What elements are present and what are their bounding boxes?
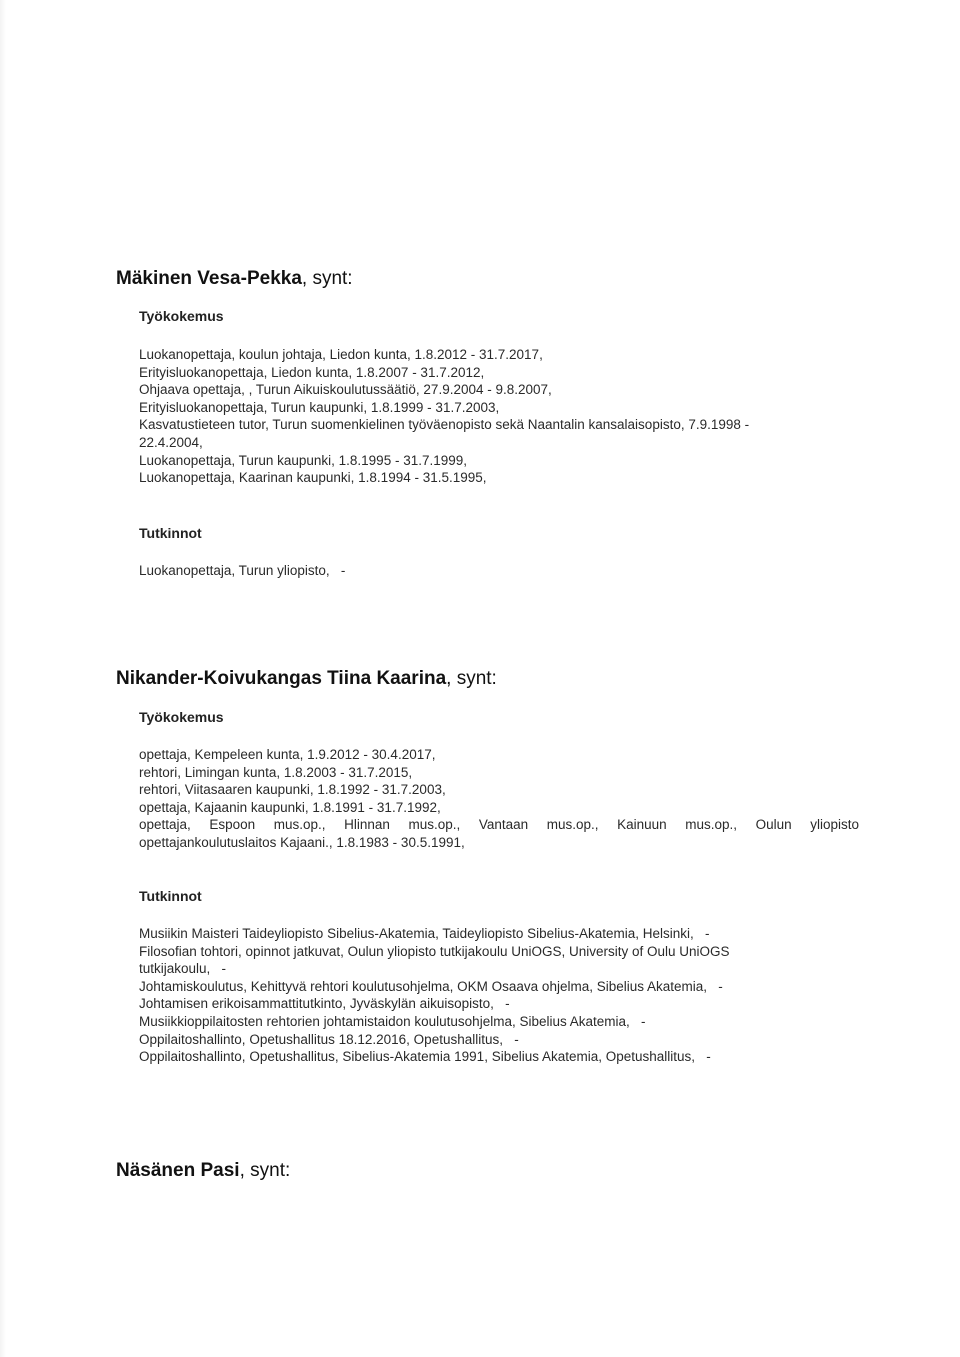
person-name-suffix: , synt: [239,1160,291,1181]
degree-entry: Johtamiskoulutus, Kehittyvä rehtori koulutusohjelma, OKM Osaava ohjelma, Sibelius Akatemia, - [139,978,723,994]
person-name-suffix: , synt: [301,268,353,289]
degrees-list [139,925,859,1066]
degree-entry: Oppilaitoshallinto, Opetushallitus 18.12.2016, Opetushallitus, - [139,1031,519,1047]
person-name: Nikander-Koivukangas Tiina Kaarina [116,668,447,689]
work-entry: Luokanopettaja, Turun kaupunki, 1.8.1995 - 31.7.1999, [139,452,468,468]
work-entry: rehtori, Viitasaaren kaupunki, 1.8.1992 - 31.7.2003, [139,782,446,798]
degrees-heading: Tutkinnot [139,888,202,904]
work-entry: Luokanopettaja, Kaarinan kaupunki, 1.8.1994 - 31.5.1995, [139,470,487,486]
degree-entry: Musiikkioppilaitosten rehtorien johtamistaidon koulutusohjelma, Sibelius Akatemia, - [139,1013,646,1029]
work-entry: 22.4.2004, [139,434,203,450]
work-entry: opettaja, Kempeleen kunta, 1.9.2012 - 30.4.2017, [139,747,436,762]
degree-entry: Musiikin Maisteri Taideyliopisto Sibelius-Akatemia, Taideyliopisto Sibelius-Akatemia, Helsinki, - [139,926,710,941]
work-experience-heading: Työkokemus [139,709,224,725]
work-entry: opettaja, Kajaanin kaupunki, 1.8.1991 - 31.7.1992, [139,799,441,815]
person-name-heading [116,268,353,290]
work-entry: opettaja, Espoon mus.op., Hlinnan mus.op., Vantaan mus.op., Kainuun mus.op., Oulun yliopisto [139,817,859,833]
work-experience-list [139,346,859,487]
degree-entry: Filosofian tohtori, opinnot jatkuvat, Oulun yliopisto tutkijakoulu UniOGS, University of Oulu UniOGS [139,943,730,959]
work-entry: Luokanopettaja, koulun johtaja, Liedon kunta, 1.8.2012 - 31.7.2017, [139,347,543,362]
degree-entry: Luokanopettaja, Turun yliopisto, - [139,563,346,578]
degree-entry: Oppilaitoshallinto, Opetushallitus, Sibelius-Akatemia 1991, Sibelius Akatemia, Opetushallitus, - [139,1049,711,1065]
degree-entry: tutkijakoulu, - [139,961,227,977]
work-entry: rehtori, Limingan kunta, 1.8.2003 - 31.7.2015, [139,764,413,780]
person-name: Näsänen Pasi [116,1160,240,1181]
work-entry: Erityisluokanopettaja, Liedon kunta, 1.8.2007 - 31.7.2012, [139,364,485,380]
degrees-heading: Tutkinnot [139,525,202,541]
person-name-heading [116,1160,290,1182]
work-entry: opettajankoulutuslaitos Kajaani., 1.8.1983 - 30.5.1991, [139,834,465,850]
person-name-suffix: , synt: [446,668,497,689]
person-name-heading [116,668,497,690]
person-name: Mäkinen Vesa-Pekka [116,268,302,289]
work-entry: Ohjaava opettaja, , Turun Aikuiskoulutussäätiö, 27.9.2004 - 9.8.2007, [139,382,552,398]
work-experience-heading: Työkokemus [139,308,224,324]
degree-entry: Johtamisen erikoisammattitutkinto, Jyväskylän aikuisopisto, - [139,996,510,1012]
work-entry: Erityisluokanopettaja, Turun kaupunki, 1.8.1999 - 31.7.2003, [139,399,500,415]
scan-edge [0,0,6,1357]
degrees-list [139,562,859,580]
work-experience-list [139,746,859,852]
work-entry: Kasvatustieteen tutor, Turun suomenkielinen työväenopisto sekä Naantalin kansalaisopisto, 7.9.1998 - [139,417,750,433]
